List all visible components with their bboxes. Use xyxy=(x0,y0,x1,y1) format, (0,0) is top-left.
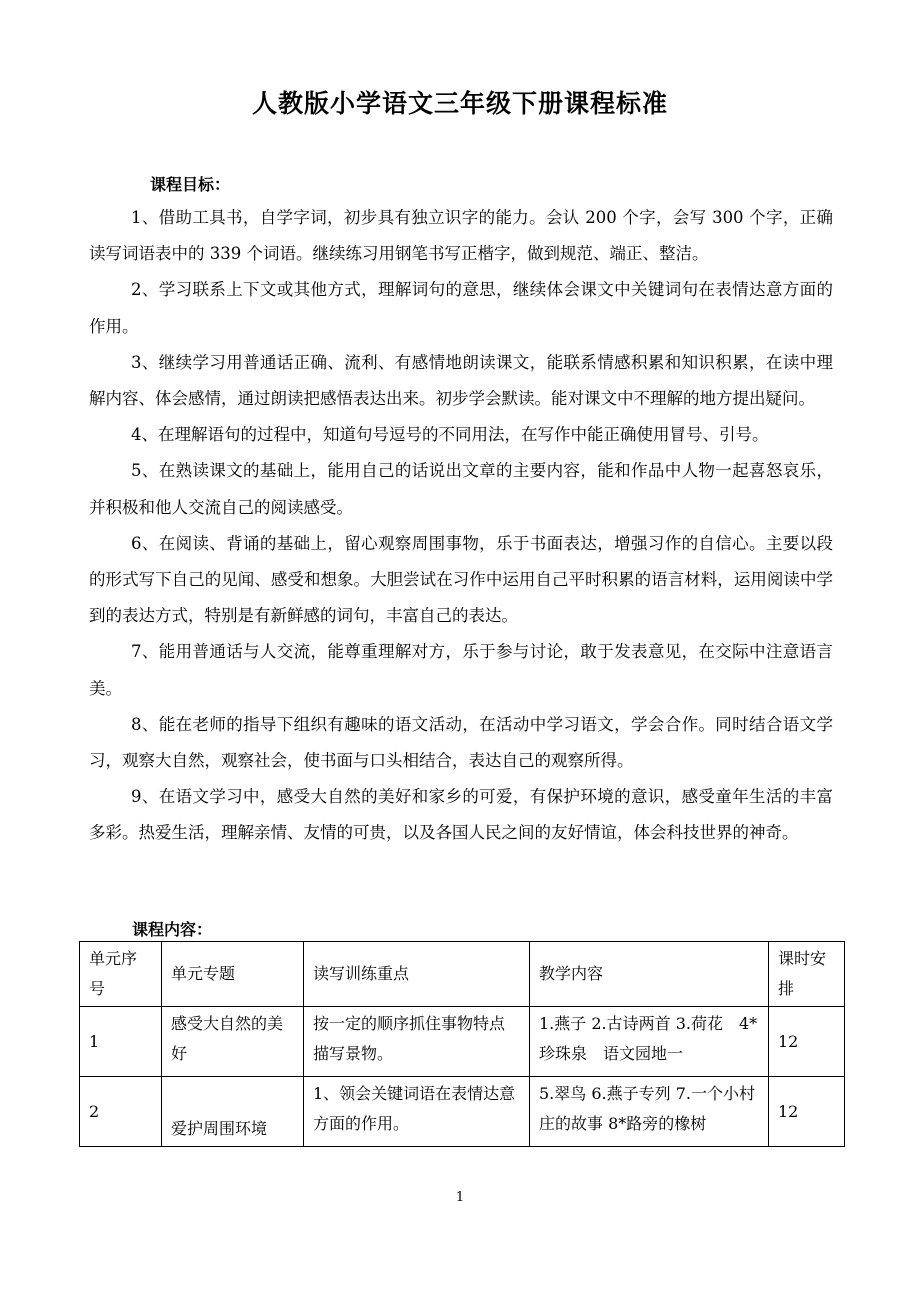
cell-hours: 12 xyxy=(769,1077,845,1147)
goal-item: 5、在熟读课文的基础上，能用自己的话说出文章的主要内容，能和作品中人物一起喜怒哀乐，并积极和他人交流自己的阅读感受。 xyxy=(89,461,833,517)
goal-item: 4、在理解语句的过程中，知道句号逗号的不同用法，在写作中能正确使用冒号、引号。 xyxy=(131,425,769,445)
cell-focus: 1、领会关键词语在表情达意方面的作用。 xyxy=(304,1077,530,1147)
goals-heading: 课程目标： xyxy=(150,175,231,194)
curriculum-table xyxy=(79,941,845,1147)
goals-list xyxy=(89,200,833,852)
cell-unit-no: 2 xyxy=(80,1077,162,1147)
table-header-row xyxy=(80,942,845,1007)
cell-topic: 感受大自然的美好 xyxy=(162,1007,304,1077)
table-row xyxy=(80,1077,845,1147)
header-hours: 课时安排 xyxy=(769,942,845,1007)
header-focus: 读写训练重点 xyxy=(304,942,530,1007)
cell-topic: 爱护周围环境 xyxy=(162,1077,304,1147)
cell-lessons: 5.翠鸟 6.燕子专列 7.一个小村庄的故事 8*路旁的橡树 xyxy=(530,1077,769,1147)
cell-unit-no: 1 xyxy=(80,1007,162,1077)
goal-item: 2、学习联系上下文或其他方式，理解词句的意思，继续体会课文中关键词句在表情达意方面的作用。 xyxy=(89,280,833,336)
goal-item: 8、能在老师的指导下组织有趣味的语文活动，在活动中学习语文，学会合作。同时结合语文学习，观察大自然，观察社会，使书面与口头相结合，表达自己的观察所得。 xyxy=(89,714,833,771)
header-topic: 单元专题 xyxy=(162,942,304,1007)
cell-focus: 按一定的顺序抓住事物特点描写景物。 xyxy=(304,1007,530,1077)
table-row xyxy=(80,1007,845,1077)
goal-item: 7、能用普通话与人交流，能尊重理解对方，乐于参与讨论，敢于发表意见，在交际中注意语言美。 xyxy=(89,642,833,698)
cell-lessons: 1.燕子 2.古诗两首 3.荷花 4*珍珠泉 语文园地一 xyxy=(530,1007,769,1077)
content-heading: 课程内容： xyxy=(132,920,213,939)
goal-item: 3、继续学习用普通话正确、流利、有感情地朗读课文，能联系情感积累和知识积累，在读中理解内容、体会感情，通过朗读把感悟表达出来。初步学会默读。能对课文中不理解的地方提出疑问。 xyxy=(89,352,833,409)
cell-hours: 12 xyxy=(769,1007,845,1077)
goal-item: 6、在阅读、背诵的基础上，留心观察周围事物，乐于书面表达，增强习作的自信心。主要以段的形式写下自己的见闻、感受和想象。大胆尝试在习作中运用自己平时积累的语言材料，运用阅读中学到的表达方式，特别是有新鲜感的词句，丰富自己的表达。 xyxy=(89,533,833,626)
goal-item: 9、在语文学习中，感受大自然的美好和家乡的可爱，有保护环境的意识，感受童年生活的丰富多彩。热爱生活，理解亲情、友情的可贵，以及各国人民之间的友好情谊，体会科技世界的神奇。 xyxy=(89,787,833,843)
page-number: 1 xyxy=(455,1190,465,1205)
header-lessons: 教学内容 xyxy=(530,942,769,1007)
document-title: 人教版小学语文三年级下册课程标准 xyxy=(251,89,668,118)
header-unit-no: 单元序号 xyxy=(80,942,162,1007)
goal-item: 1、借助工具书，自学字词，初步具有独立识字的能力。会认 200 个字，会写 300 个字，正确读写词语表中的 339 个词语。继续练习用钢笔书写正楷字，做到规范、端正、整洁。 xyxy=(89,208,833,264)
